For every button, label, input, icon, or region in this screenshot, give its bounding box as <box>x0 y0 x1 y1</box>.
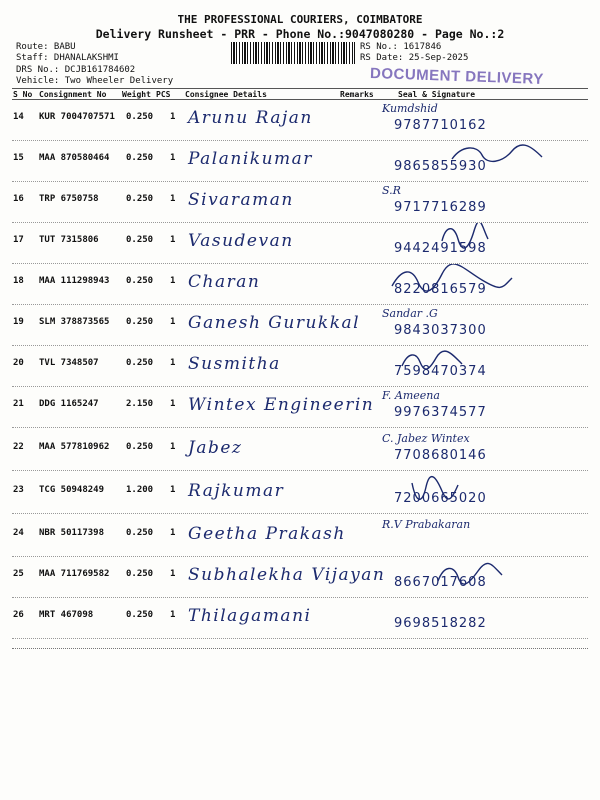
row-consignment-no: KUR 7004707571 <box>39 112 115 122</box>
receiver-signature-name: S.R <box>382 184 401 197</box>
signature-scribble <box>382 473 552 507</box>
consignee-handwritten-name: Charan <box>188 272 261 292</box>
row-weight: 1.200 <box>126 485 154 495</box>
row-consignment-no: TCG 50948249 <box>39 485 105 495</box>
staff-label: Staff: DHANALAKSHMI <box>16 53 119 63</box>
row-pcs: 1 <box>170 358 176 368</box>
row-separator <box>12 513 588 514</box>
row-sno: 19 <box>13 317 24 327</box>
row-sno: 15 <box>13 153 24 163</box>
table-row <box>12 182 588 223</box>
route-label: Route: BABU <box>16 42 76 52</box>
row-consignment-no: TUT 7315806 <box>39 235 99 245</box>
row-weight: 2.150 <box>126 399 154 409</box>
row-weight: 0.250 <box>126 194 154 204</box>
vehicle-label: Vehicle: Two Wheeler Delivery <box>16 76 174 86</box>
header-top-rule <box>12 88 588 89</box>
table-row <box>12 264 588 305</box>
receiver-phone: 9442491598 <box>394 241 487 256</box>
row-consignment-no: MRT 467098 <box>39 610 94 620</box>
receiver-phone: 7598470374 <box>394 364 487 379</box>
row-sno: 26 <box>13 610 24 620</box>
row-consignment-no: MAA 711769582 <box>39 569 110 579</box>
row-consignment-no: TRP 6750758 <box>39 194 99 204</box>
receiver-signature-name: R.V Prabakaran <box>382 518 471 531</box>
consignee-handwritten-name: Wintex Engineerin <box>188 395 375 415</box>
consignee-handwritten-name: Subhalekha Vijayan <box>188 565 386 585</box>
row-consignment-no: MAA 870580464 <box>39 153 110 163</box>
row-consignment-no: DDG 1165247 <box>39 399 99 409</box>
col-seal: Seal & Signature <box>398 90 476 99</box>
row-pcs: 1 <box>170 485 176 495</box>
receiver-phone: 9976374577 <box>394 405 487 420</box>
consignee-handwritten-name: Arunu Rajan <box>188 108 313 128</box>
row-weight: 0.250 <box>126 235 154 245</box>
row-pcs: 1 <box>170 569 176 579</box>
receiver-signature-name: F. Ameena <box>382 389 440 402</box>
row-sno: 20 <box>13 358 24 368</box>
row-weight: 0.250 <box>126 317 154 327</box>
table-row <box>12 387 588 428</box>
table-row <box>12 516 588 557</box>
row-pcs: 1 <box>170 276 176 286</box>
receiver-phone: 9717716289 <box>394 200 487 215</box>
receiver-signature-name: C. Jabez Wintex <box>382 432 470 445</box>
row-consignment-no: TVL 7348507 <box>39 358 99 368</box>
row-pcs: 1 <box>170 194 176 204</box>
consignee-handwritten-name: Rajkumar <box>188 481 285 501</box>
receiver-phone: 9787710162 <box>394 118 487 133</box>
signature-scribble <box>382 141 552 175</box>
document-title: THE PROFESSIONAL COURIERS, COIMBATORE <box>177 13 423 26</box>
receiver-phone: 8220816579 <box>394 282 487 297</box>
signature-scribble <box>382 557 552 591</box>
row-sno: 18 <box>13 276 24 286</box>
row-weight: 0.250 <box>126 442 154 452</box>
table-row <box>12 141 588 182</box>
row-weight: 0.250 <box>126 569 154 579</box>
consignee-handwritten-name: Ganesh Gurukkal <box>188 313 361 333</box>
row-consignment-no: NBR 50117398 <box>39 528 105 538</box>
drs-label: DRS No.: DCJB161784602 <box>16 65 136 75</box>
table-row <box>12 473 588 514</box>
row-pcs: 1 <box>170 112 176 122</box>
row-consignment-no: MAA 111298943 <box>39 276 110 286</box>
row-sno: 21 <box>13 399 24 409</box>
receiver-phone: 9843037300 <box>394 323 487 338</box>
receiver-signature-name: Kumdshid <box>382 102 438 115</box>
consignee-handwritten-name: Geetha Prakash <box>188 524 346 544</box>
col-consignment: Consignment No <box>39 90 107 99</box>
row-weight: 0.250 <box>126 276 154 286</box>
consignee-handwritten-name: Vasudevan <box>188 231 294 251</box>
row-consignment-no: MAA 577810962 <box>39 442 110 452</box>
receiver-phone: 8667017608 <box>394 575 487 590</box>
table-end-rule <box>12 648 588 649</box>
receiver-phone: 9698518282 <box>394 616 487 631</box>
consignee-handwritten-name: Palanikumar <box>188 149 313 169</box>
row-pcs: 1 <box>170 235 176 245</box>
row-pcs: 1 <box>170 317 176 327</box>
row-separator <box>12 470 588 471</box>
consignee-handwritten-name: Susmitha <box>188 354 281 374</box>
row-pcs: 1 <box>170 399 176 409</box>
row-pcs: 1 <box>170 610 176 620</box>
row-sno: 25 <box>13 569 24 579</box>
col-sno: S No <box>13 90 33 99</box>
col-consignee: Consignee Details <box>185 90 267 99</box>
table-row <box>12 598 588 639</box>
consignee-handwritten-name: Jabez <box>188 438 243 458</box>
row-pcs: 1 <box>170 153 176 163</box>
row-weight: 0.250 <box>126 358 154 368</box>
receiver-signature-name: Sandar .G <box>382 307 438 320</box>
table-row <box>12 346 588 387</box>
row-weight: 0.250 <box>126 528 154 538</box>
col-pcs: PCS <box>156 90 171 99</box>
row-pcs: 1 <box>170 528 176 538</box>
table-row <box>12 100 588 141</box>
receiver-phone: 7708680146 <box>394 448 487 463</box>
receiver-phone: 9865855930 <box>394 159 487 174</box>
row-separator <box>12 638 588 639</box>
row-weight: 0.250 <box>126 112 154 122</box>
signature-scribble <box>382 223 552 257</box>
barcode <box>231 42 355 64</box>
row-sno: 16 <box>13 194 24 204</box>
signature-scribble <box>382 346 552 380</box>
row-sno: 24 <box>13 528 24 538</box>
col-weight: Weight <box>122 90 151 99</box>
consignee-handwritten-name: Sivaraman <box>188 190 294 210</box>
rs-number: RS No.: 1617846 <box>360 42 442 52</box>
row-pcs: 1 <box>170 442 176 452</box>
col-remarks: Remarks <box>340 90 374 99</box>
document-delivery-stamp: DOCUMENT DELIVERY <box>369 64 545 89</box>
signature-scribble <box>382 264 552 298</box>
row-sno: 17 <box>13 235 24 245</box>
row-weight: 0.250 <box>126 610 154 620</box>
table-row <box>12 223 588 264</box>
receiver-phone: 7200665020 <box>394 491 487 506</box>
table-row <box>12 430 588 471</box>
row-weight: 0.250 <box>126 153 154 163</box>
row-separator <box>12 427 588 428</box>
row-consignment-no: SLM 378873565 <box>39 317 110 327</box>
document-subtitle: Delivery Runsheet - PRR - Phone No.:9047080280 - Page No.:2 <box>95 27 505 41</box>
rs-date: RS Date: 25-Sep-2025 <box>360 53 469 63</box>
row-sno: 14 <box>13 112 24 122</box>
table-row <box>12 557 588 598</box>
row-sno: 22 <box>13 442 24 452</box>
consignee-handwritten-name: Thilagamani <box>188 606 312 626</box>
table-row <box>12 305 588 346</box>
row-sno: 23 <box>13 485 24 495</box>
